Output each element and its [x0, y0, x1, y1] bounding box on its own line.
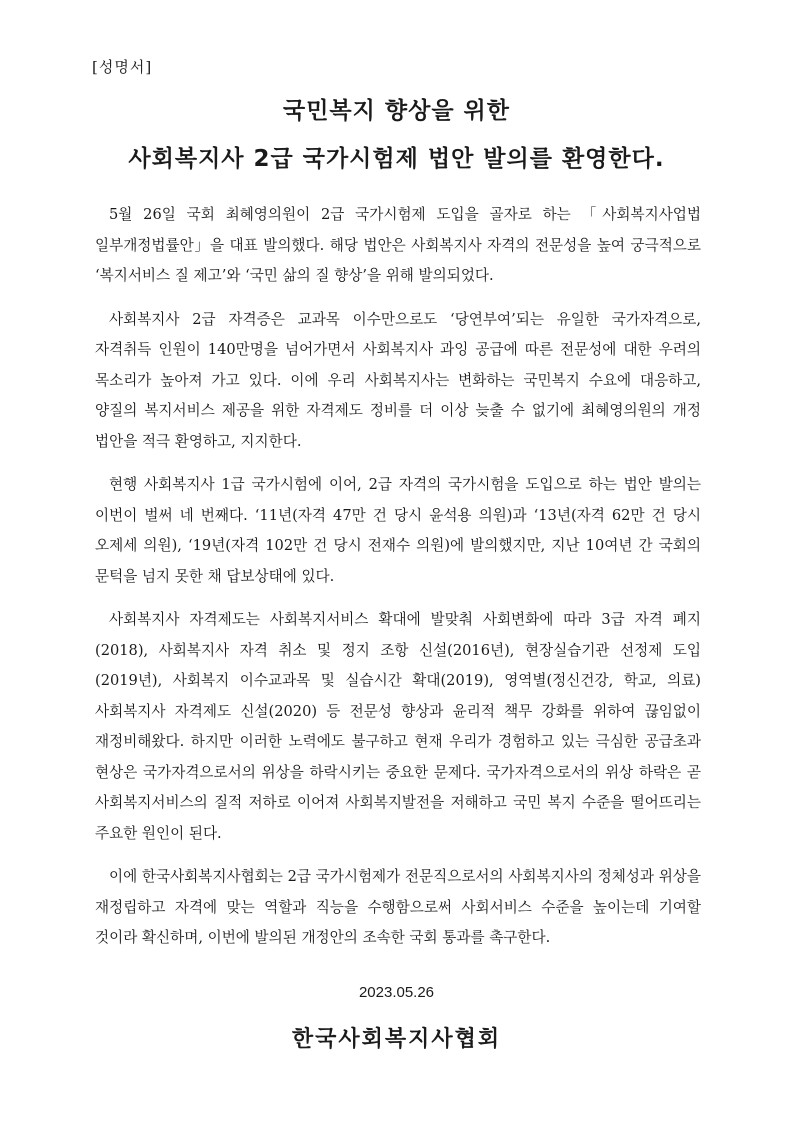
statement-date: 2023.05.26: [358, 984, 435, 1001]
statement-body: [95, 200, 701, 967]
paragraph-2: 사회복지사 2급 자격증은 교과목 이수만으로도 ‘당연부여’되는 유일한 국가자격으로, 자격취득 인원이 140만명을 넘어가면서 사회복지사 과잉 공급에 따른 전문성에 대한 우려의 목소리가 높아져 가고 있다. 이에 우리 사회복지사는 변화하는 국민복지 수요에 대응하고, 양질의 복지서비스 제공을 위한 자격제도 정비를 더 이상 늦출 수 없기에 최혜영의원의 개정 법안을 적극 환영하고, 지지한다.: [95, 310, 701, 450]
paragraph-3: 현행 사회복지사 1급 국가시험에 이어, 2급 자격의 국가시험을 도입으로 하는 법안 발의는 이번이 벌써 네 번째다. ‘11년(자격 47만 건 당시 윤석용 의원)과 ‘13년(자격 62만 건 당시 오제세 의원), ‘19년(자격 102만 건 당시 전재수 의원)에 발의했지만, 지난 10여년 간 국회의 문턱을 넘지 못한 채 답보상태에 있다.: [95, 476, 701, 585]
paragraph-5: 이에 한국사회복지사협회는 2급 국가시험제가 전문직으로서의 사회복지사의 정체성과 위상을 재정립하고 자격에 맞는 역할과 직능을 수행함으로써 사회서비스 수준을 높이는데 기여할 것이라 확신하며, 이번에 발의된 개정안의 조속한 국회 통과를 촉구한다.: [95, 868, 701, 946]
title-line-2: 사회복지사 2급 국가시험제 법안 발의를 환영한다.: [128, 146, 665, 172]
document-type-label: [성명서]: [92, 58, 153, 76]
title-line-1: 국민복지 향상을 위한: [283, 98, 510, 124]
paragraph-1: 5월 26일 국회 최혜영의원이 2급 국가시험제 도입을 골자로 하는 「사회복지사업법 일부개정법률안」을 대표 발의했다. 해당 법안은 사회복지사 자격의 전문성을 높여 궁극적으로 ‘복지서비스 질 제고’와 ‘국민 삶의 질 향상’을 위해 발의되었다.: [95, 206, 701, 284]
paragraph-4: 사회복지사 자격제도는 사회복지서비스 확대에 발맞춰 사회변화에 따라 3급 자격 폐지(2018), 사회복지사 자격 취소 및 정지 조항 신설(2016년), 현장실습기관 선정제 도입(2019년), 사회복지 이수교과목 및 실습시간 확대(2019), 영역별(정신건강, 학교, 의료) 사회복지사 자격제도 신설(2020) 등 전문성 향상과 윤리적 책무 강화를 위하여 끊임없이 재정비해왔다. 하지만 이러한 노력에도 불구하고 현재 우리가 경험하고 있는 극심한 공급초과 현상은 국가자격으로서의 위상을 하락시키는 중요한 문제다. 국가자격으로서의 위상 하락은 곧 사회복지서비스의 질적 저하로 이어져 사회복지발전을 저해하고 국민 복지 수준을 떨어뜨리는 주요한 원인이 된다.: [95, 611, 701, 842]
organization-name: 한국사회복지사협회: [291, 1027, 502, 1052]
